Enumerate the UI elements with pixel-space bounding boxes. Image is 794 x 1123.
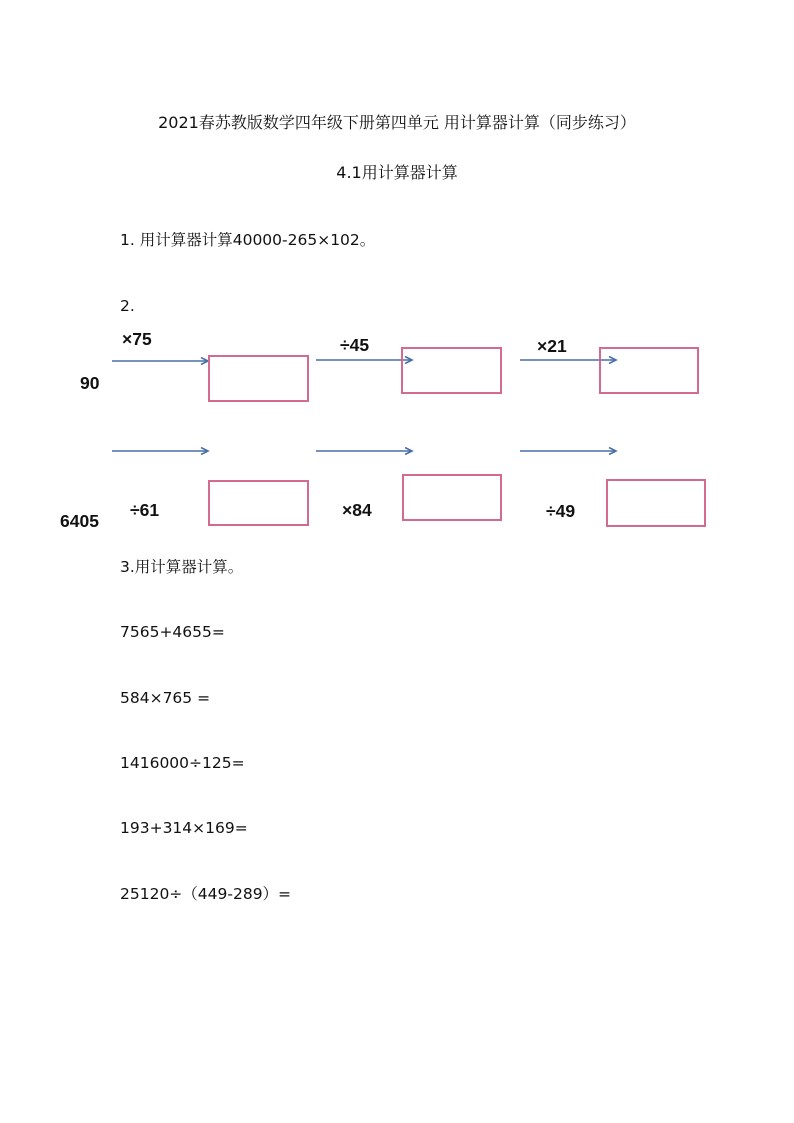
row1-op-3: ×21: [537, 336, 567, 356]
row2-start-number: 6405: [60, 511, 99, 531]
page-subtitle: 4.1用计算器计算: [336, 163, 458, 182]
row1-op-1: ×75: [122, 329, 152, 349]
q3-item-2: 584×765 =: [120, 689, 211, 707]
arrow-icon: [316, 356, 414, 364]
arrow-icon: [112, 447, 210, 455]
row2-answer-box-3[interactable]: [606, 479, 706, 527]
row1-start-number: 90: [80, 373, 100, 393]
row1-arrow-2: [316, 356, 414, 364]
page-title: 2021春苏教版数学四年级下册第四单元 用计算器计算（同步练习）: [158, 113, 636, 132]
row2-answer-box-1[interactable]: [208, 480, 309, 526]
row2-op-1: ÷61: [130, 500, 160, 520]
row1-op-2: ÷45: [340, 335, 370, 355]
q3-item-3: 1416000÷125=: [120, 754, 245, 772]
row1-answer-box-1[interactable]: [208, 355, 309, 402]
q3-item-1: 7565+4655=: [120, 623, 225, 641]
row1-arrow-1: [112, 357, 210, 365]
arrow-icon: [520, 447, 618, 455]
row2-op-3: ÷49: [546, 501, 576, 521]
row2-arrow-3: [520, 447, 618, 455]
row2-answer-box-2[interactable]: [402, 474, 502, 521]
row2-arrow-2: [316, 447, 414, 455]
q3-item-5: 25120÷（449-289）=: [120, 885, 292, 903]
row2-op-2: ×84: [342, 500, 372, 520]
arrow-icon: [112, 357, 210, 365]
question-2-label: 2.: [120, 297, 135, 315]
row1-answer-box-2[interactable]: [401, 347, 502, 394]
arrow-icon: [316, 447, 414, 455]
question-1: 1. 用计算器计算40000-265×102。: [120, 231, 376, 249]
q3-item-4: 193+314×169=: [120, 819, 248, 837]
row1-answer-box-3[interactable]: [599, 347, 699, 394]
row2-arrow-1: [112, 447, 210, 455]
question-3-label: 3.用计算器计算。: [120, 558, 244, 576]
